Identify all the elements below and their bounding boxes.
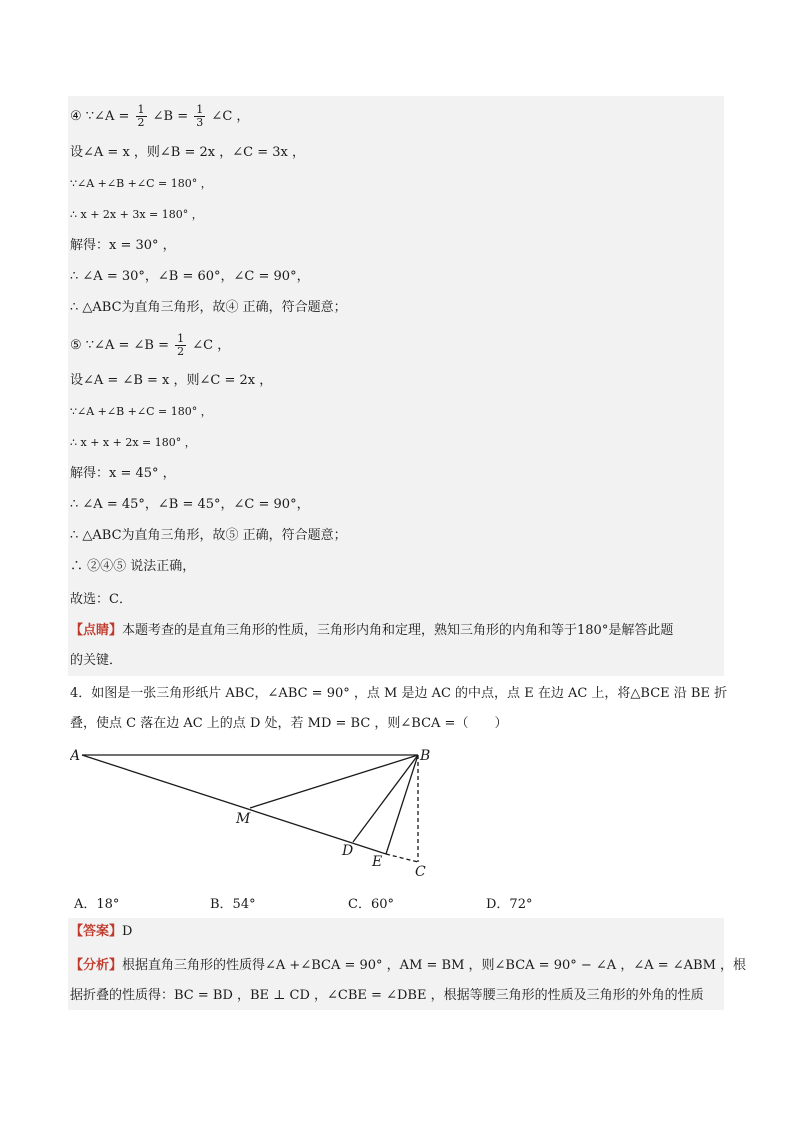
solution-line-7: ∴ △ABC为直角三角形，故④ 正确，符合题意； bbox=[70, 300, 347, 315]
solution-line-16: 故选：C． bbox=[70, 592, 132, 607]
option-c[interactable]: C．60° bbox=[348, 897, 394, 912]
segment-BD bbox=[353, 755, 418, 842]
solution-line-6: ∴ ∠A = 30°，∠B = 60°，∠C = 90°， bbox=[70, 269, 310, 284]
solution-line-4: ∴ x + 2x + 3x = 180° ， bbox=[70, 208, 203, 221]
solution-line-1: ④ ∵∠A = $\frac{1}{2}$ ∠B = $\frac{1}{3}$ ∠C ， bbox=[70, 103, 250, 129]
segment-BM bbox=[250, 755, 418, 808]
question-4-line-2: 叠，使点 C 落在边 AC 上的点 D 处，若 MD = BC ，则∠BCA =（ ） bbox=[70, 716, 508, 731]
option-a[interactable]: A．18° bbox=[74, 897, 120, 912]
question-4-line-1: 4．如图是一张三角形纸片 ABC，∠ABC = 90° ，点 M 是边 AC 的中点，点 E 在边 AC 上，将△BCE 沿 BE 折 bbox=[70, 686, 728, 701]
solution-line-13: ∴ ∠A = 45°，∠B = 45°，∠C = 90°， bbox=[70, 497, 310, 512]
label-C: C bbox=[415, 864, 426, 880]
solution-line-15: ∴ ②④⑤ 说法正确， bbox=[70, 559, 196, 574]
option-b[interactable]: B．54° bbox=[210, 897, 256, 912]
analysis-line-1: 【分析】根据直角三角形的性质得∠A +∠BCA = 90° ，AM = BM ，则∠BCA = 90° − ∠A ，∠A = ∠ABM ，根 bbox=[70, 958, 747, 973]
segment-EC bbox=[386, 854, 418, 862]
solution-line-11: ∴ x + x + 2x = 180° ， bbox=[70, 436, 196, 449]
label-B: B bbox=[420, 748, 431, 764]
analysis-tag: 【分析】 bbox=[70, 958, 123, 973]
fraction-half: $\frac{1}{2}$ bbox=[137, 103, 145, 129]
label-E: E bbox=[372, 854, 383, 870]
answer-tag: 【答案】 bbox=[70, 924, 123, 939]
fraction-third: $\frac{1}{3}$ bbox=[196, 103, 204, 129]
solution-line-5: 解得：x = 30° ， bbox=[70, 238, 176, 253]
solution-line-10: ∵∠A +∠B +∠C = 180° ， bbox=[70, 405, 212, 418]
solution-line-12: 解得：x = 45° ， bbox=[70, 466, 176, 481]
solution-line-18: 的关键． bbox=[70, 653, 123, 668]
option-d[interactable]: D．72° bbox=[486, 897, 533, 912]
solution-line-14: ∴ △ABC为直角三角形，故⑤ 正确，符合题意； bbox=[70, 528, 347, 543]
solution-line-3: ∵∠A +∠B +∠C = 180° ， bbox=[70, 177, 212, 190]
segment-AE bbox=[82, 755, 386, 854]
segment-BE bbox=[386, 755, 418, 854]
answer-line bbox=[70, 922, 724, 942]
solution-line-8: ⑤ ∵∠A = ∠B = $\frac{1}{2}$ ∠C ， bbox=[70, 332, 231, 358]
answer-value: D bbox=[122, 924, 133, 939]
label-D: D bbox=[342, 843, 354, 859]
label-M: M bbox=[236, 811, 251, 827]
fraction-half-2: $\frac{1}{2}$ bbox=[177, 332, 185, 358]
analysis-line-2: 据折叠的性质得：BC = BD ，BE ⊥ CD ，∠CBE = ∠DBE ，根据等腰三角形的性质及三角形的外角的性质 bbox=[70, 988, 704, 1003]
solution-line-17: 【点睛】本题考查的是直角三角形的性质，三角形内角和定理，熟知三角形的内角和等于180°是解答此题 bbox=[70, 623, 674, 638]
label-A: A bbox=[70, 748, 81, 764]
solution-line-2: 设∠A = x ，则∠B = 2x ，∠C = 3x ， bbox=[70, 145, 305, 160]
tip-tag: 【点睛】 bbox=[70, 623, 123, 638]
solution-line-9: 设∠A = ∠B = x ，则∠C = 2x ， bbox=[70, 373, 273, 388]
triangle-figure bbox=[70, 744, 450, 884]
